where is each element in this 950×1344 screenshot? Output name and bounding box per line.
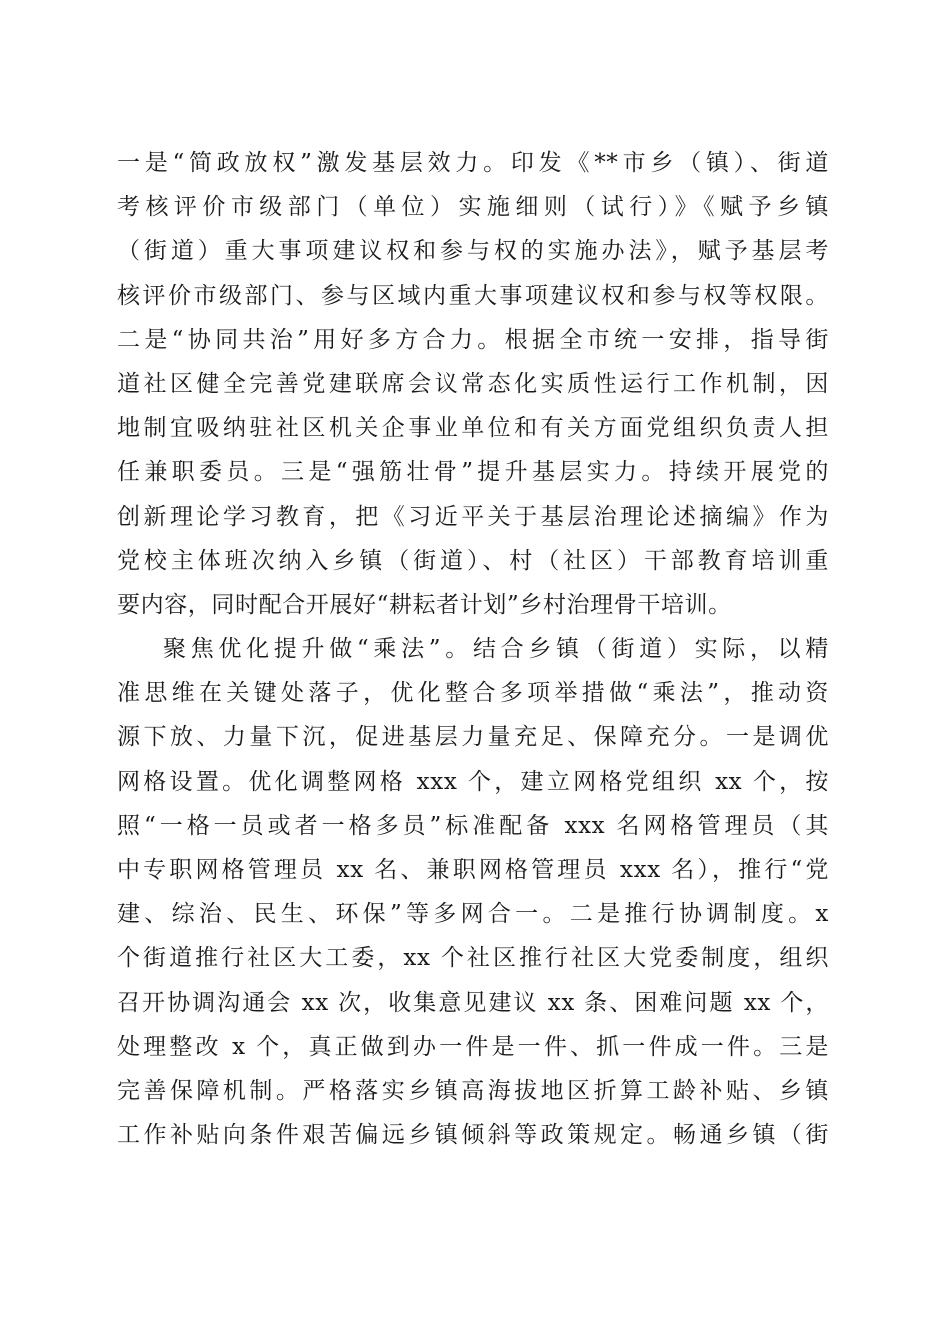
text-line: 准思维在关键处落子，优化整合多项举措做“乘法”，推动资 — [117, 680, 829, 707]
text-line: 个街道推行社区大工委，xx 个社区推行社区大党委制度，组织 — [117, 945, 829, 972]
text-line: （街道）重大事项建议权和参与权的实施办法》，赋予基层考 — [117, 238, 829, 265]
paragraph-1 — [117, 141, 829, 627]
text-line: 一是“简政放权”激发基层效力。印发《**市乡（镇）、街道 — [117, 150, 829, 176]
text-line: 处理整改 x 个，真正做到办一件是一件、抓一件成一件。三是 — [117, 1033, 829, 1060]
text-line: 要内容，同时配合开展好“耕耘者计划”乡村治理骨干培训。 — [117, 591, 732, 618]
text-line: 源下放、力量下沉，促进基层力量充足、保障充分。一是调优 — [117, 724, 829, 751]
text-line: 核评价市级部门、参与区域内重大事项建议权和参与权等权限。 — [117, 282, 829, 309]
text-line: 完善保障机制。严格落实乡镇高海拔地区折算工龄补贴、乡镇 — [117, 1077, 829, 1104]
text-line: 党校主体班次纳入乡镇（街道）、村（社区）干部教育培训重 — [117, 547, 829, 574]
text-line: 工作补贴向条件艰苦偏远乡镇倾斜等政策规定。畅通乡镇（街 — [117, 1122, 829, 1149]
text-line: 网格设置。优化调整网格 xxx 个，建立网格党组织 xx 个，按 — [117, 768, 829, 795]
text-line: 考核评价市级部门（单位）实施细则（试行）》《赋予乡镇 — [117, 194, 829, 221]
text-line: 创新理论学习教育，把《习近平关于基层治理论述摘编》作为 — [117, 503, 829, 530]
text-line: 照“一格一员或者一格多员”标准配备 xxx 名网格管理员（其 — [117, 812, 829, 839]
text-line: 建、综治、民生、环保”等多网合一。二是推行协调制度。x — [117, 901, 829, 928]
text-line: 道社区健全完善党建联席会议常态化实质性运行工作机制，因 — [117, 370, 829, 397]
paragraph-2 — [117, 627, 829, 1157]
text-line: 召开协调沟通会 xx 次，收集意见建议 xx 条、困难问题 xx 个， — [117, 989, 829, 1016]
text-line: 二是“协同共治”用好多方合力。根据全市统一安排，指导街 — [117, 326, 829, 353]
body-text — [117, 141, 829, 1157]
text-line: 任兼职委员。三是“强筋壮骨”提升基层实力。持续开展党的 — [117, 459, 829, 486]
text-line: 聚焦优化提升做“乘法”。结合乡镇（街道）实际，以精 — [163, 636, 829, 663]
text-line: 地制宜吸纳驻社区机关企事业单位和有关方面党组织负责人担 — [117, 415, 829, 442]
text-line: 中专职网格管理员 xx 名、兼职网格管理员 xxx 名），推行“党 — [117, 857, 829, 883]
